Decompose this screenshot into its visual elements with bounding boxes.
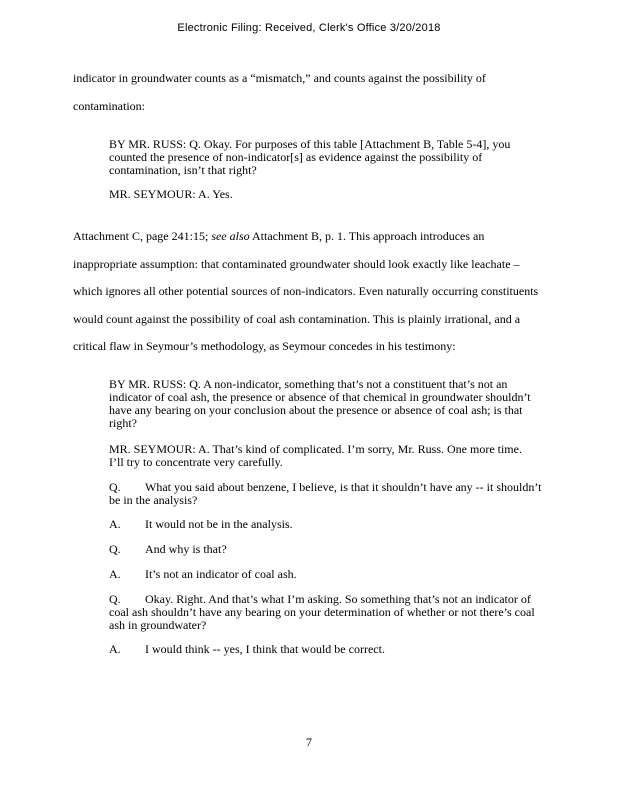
paragraph-line: indicator in groundwater counts as a “mismatch,” and counts against the possibility of [73,71,486,85]
page-number: 7 [306,735,312,749]
qa-line [109,643,579,656]
quote-line: indicator of coal ash, the presence or absence of that chemical in groundwater shouldn’t [109,390,531,404]
paragraph-line: would count against the possibility of coal ash contamination. This is plainly irrational, and a [73,312,521,326]
citation-text: Attachment C, page 241:15; [73,229,212,243]
quote-answer: I’ll try to concentrate very carefully. [109,455,283,469]
filing-stamp-header: Electronic Filing: Received, Clerk's Office 3/20/2018 [177,22,441,34]
qa-text: It’s not an indicator of coal ash. [145,567,297,581]
quote-answer: MR. SEYMOUR: A. Yes. [109,187,233,201]
citation-text: Attachment B, p. 1. This approach introduces an [249,229,485,243]
qa-tag: A. [109,567,121,581]
quote-line: BY MR. RUSS: Q. Okay. For purposes of this table [Attachment B, Table 5-4], you [109,137,511,151]
quote-answer: MR. SEYMOUR: A. That’s kind of complicated. I’m sorry, Mr. Russ. One more time. [109,442,522,456]
qa-tag: A. [109,642,121,656]
quote-line: counted the presence of non-indicator[s] as evidence against the possibility of [109,150,483,164]
qa-text: And why is that? [145,542,227,556]
qa-text: Okay. Right. And that’s what I’m asking. So something that’s not an indicator of [145,592,531,606]
paragraph-line: critical flaw in Seymour’s methodology, as Seymour concedes in his testimony: [73,339,456,353]
paragraph-line: inappropriate assumption: that contaminated groundwater should look exactly like leachate – [73,257,520,271]
qa-line [109,543,579,556]
qa-text: It would not be in the analysis. [145,517,293,531]
qa-tag: Q. [109,542,121,556]
qa-line [109,518,579,531]
paragraph-line: which ignores all other potential sources of non-indicators. Even naturally occurring constituents [73,284,539,298]
qa-text: What you said about benzene, I believe, is that it shouldn’t have any -- it shouldn’t [145,480,542,494]
quote-line: right? [109,416,137,430]
qa-continuation: ash in groundwater? [109,618,207,632]
quote-line: BY MR. RUSS: Q. A non-indicator, something that’s not a constituent that’s not an [109,377,508,391]
quote-line: contamination, isn’t that right? [109,163,257,177]
qa-text: I would think -- yes, I think that would be correct. [145,642,385,656]
qa-continuation: be in the analysis? [109,493,198,507]
quote-line: have any bearing on your conclusion about the presence or absence of coal ash; is that [109,403,523,417]
qa-tag: Q. [109,592,121,606]
qa-line [109,568,579,581]
see-also-signal: see also [211,229,250,243]
qa-continuation: coal ash shouldn’t have any bearing on your determination of whether or not there’s coal [109,605,535,619]
paragraph-line [73,229,593,243]
qa-tag: Q. [109,480,121,494]
paragraph-line: contamination: [73,99,145,113]
qa-tag: A. [109,517,121,531]
